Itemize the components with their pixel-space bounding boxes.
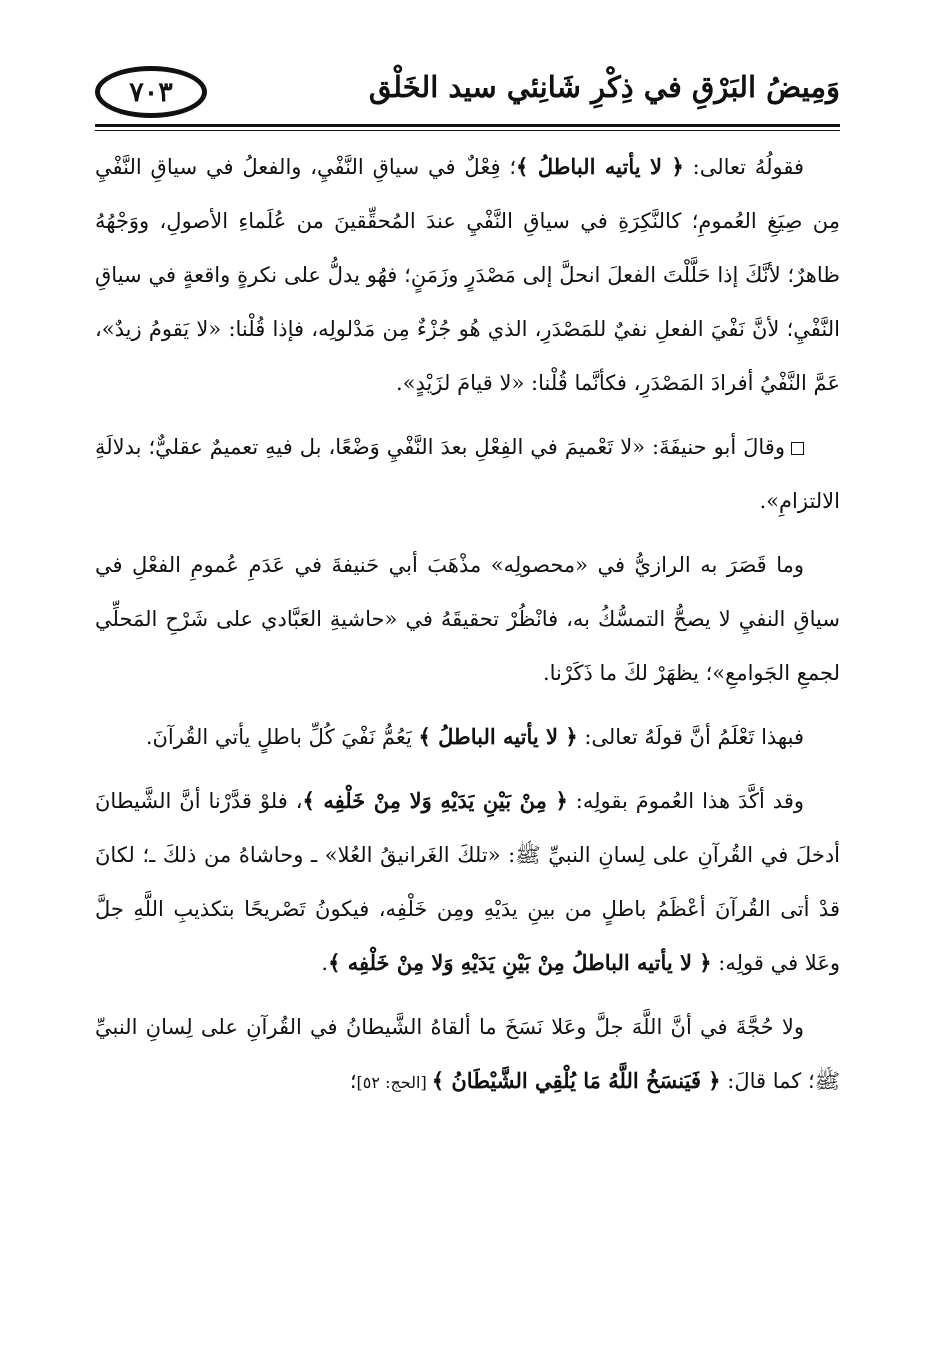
text: ، فلوْ قدَّرْنا أنَّ الشَّيطانَ أدخلَ في القُرآنِ على لِسانِ النبيِّ ﷺ: «تلكَ الغَرانيقُ العُلا» ـ وحاشاهُ من ذلكَ ـ؛ لكانَ قدْ أتى القُرآنَ أعْظَمُ باطلٍ من بينِ يدَيْهِ ومِن خَلْفِه، فيكونُ تَصْريحًا بتكذيبِ اللَّهِ جلَّ وعَلا في قولِه: <box>95 789 840 975</box>
text: يَعُمُّ نَفْيَ كُلِّ باطلٍ يأتي القُرآنَ. <box>145 725 419 749</box>
quran-quote: ﴿ مِنْ بَيْنِ يَدَيْهِ وَلا مِنْ خَلْفِه ﴾ <box>302 788 568 813</box>
paragraph <box>95 774 840 990</box>
running-title: وَمِيضُ البَرْقِ في ذِكْرِ شَانِئي سيد الخَلْق <box>368 70 840 104</box>
quran-quote: ﴿ فَيَنسَخُ اللَّهُ مَا يُلْقِي الشَّيْطَانُ ﴾ <box>431 1068 721 1093</box>
text: . <box>321 951 329 975</box>
text: وقالَ أبو حنيفَةَ: «لا تَعْميمَ في الفِعْلِ بعدَ النَّفْيِ وَضْعًا، بل فيهِ تعميمٌ عقليٌّ؛ بدلالَةِ الالتزامِ». <box>95 435 840 513</box>
text: فبهذا تَعْلَمُ أنَّ قولَهُ تعالى: <box>577 725 804 749</box>
paragraph <box>95 710 840 764</box>
page-body <box>95 140 840 1120</box>
text: وما قَصَرَ به الرازيُّ في «محصولِه» مذْهَبَ أبي حَنيفةَ في عَدَمِ عُمومِ الفعْلِ في سياقِ النفيِ لا يصحُّ التمسُّكُ به، فانْظُرْ تحقيقَهُ في «حاشيةِ العَبَّادي على شَرْحِ المَحلِّي لجمعِ الجَوامعِ»؛ يظهَرْ لكَ ما ذَكَرْنا. <box>95 553 840 685</box>
paragraph <box>95 1000 840 1110</box>
paragraph <box>95 420 840 528</box>
quran-quote: ﴿ لا يأتيه الباطلُ ﴾ <box>418 724 578 749</box>
section-marker-icon <box>791 442 804 455</box>
text: فقولُهُ تعالى: <box>683 155 804 179</box>
text: ؛ <box>349 1069 357 1093</box>
text: وقد أكَّدَ هذا العُمومَ بقولِه: <box>567 789 804 813</box>
text: ؛ فِعْلٌ في سياقِ النَّفْيِ، والفعلُ في سياقِ النَّفْيِ مِن صِيَغِ العُمومِ؛ كالنَّكِرَةِ في سياقِ النَّفْيِ عندَ المُحقِّقينَ من عُلَماءِ الأصولِ، ووَجْهُهُ ظاهرٌ؛ لأنَّكَ إذا حَلَّلْتَ الفعلَ انحلَّ إلى مَصْدَرٍ وزَمَنٍ؛ فهُو يدلُّ على نكرةٍ واقعةٍ في سياقِ النَّفْيِ؛ لأنَّ نَفْيَ الفعلِ نفيٌ للمَصْدَرِ، الذي هُو جُزْءٌ مِن مَدْلولِه، فإذا قُلْنا: «لا يَقومُ زيدٌ»، عَمَّ النَّفْيُ أفرادَ المَصْدَرِ، فكأنَّما قُلْنا: «لا قيامَ لزَيْدٍ». <box>95 155 840 395</box>
paragraph <box>95 140 840 410</box>
page-number: ٧٠٣ <box>95 66 207 118</box>
verse-reference: [الحج: ٥٢] <box>356 1073 432 1092</box>
page-header <box>95 62 840 128</box>
text: ولا حُجَّةَ في أنَّ اللَّهَ جلَّ وعَلا نَسَخَ ما ألقاهُ الشَّيطانُ في القُرآنِ على لِسانِ النبيِّ ﷺ؛ كما قالَ: <box>95 1015 840 1093</box>
quran-quote: ﴿ لا يأتيه الباطلُ مِنْ بَيْنِ يَدَيْهِ وَلا مِنْ خَلْفِه ﴾ <box>328 950 712 975</box>
quran-quote: ﴿ لا يأتيه الباطلُ ﴾ <box>516 154 684 179</box>
paragraph <box>95 538 840 700</box>
header-rule-thin <box>95 130 840 131</box>
header-rule <box>95 124 840 127</box>
